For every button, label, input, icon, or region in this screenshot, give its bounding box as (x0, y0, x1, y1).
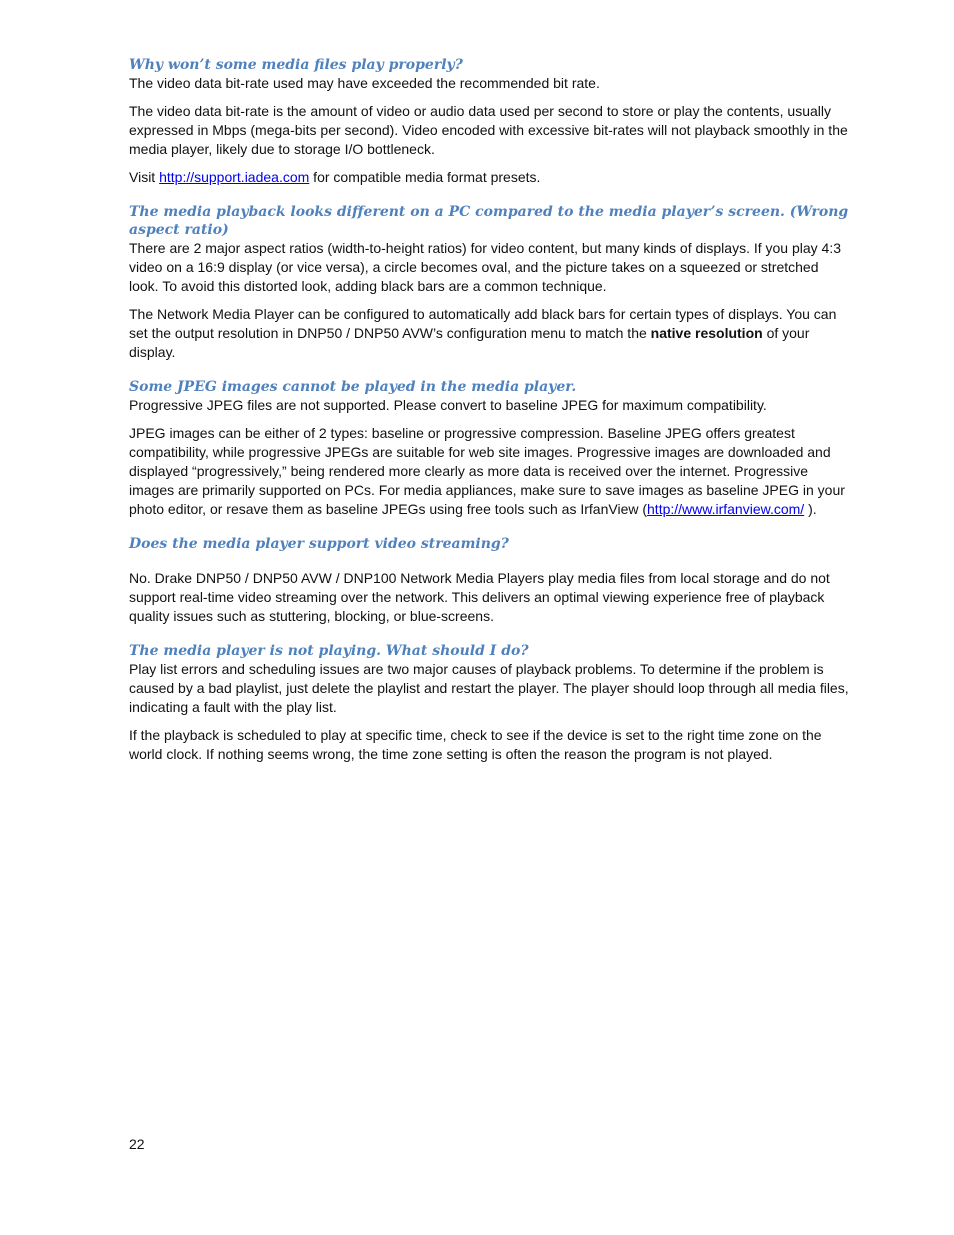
paragraph: No. Drake DNP50 / DNP50 AVW / DNP100 Network Media Players play media files from local storage and do not support real-time video streaming over the network. This delivers an optimal viewing experience free of playback quality issues such as stuttering, blocking, or blue-screens. (129, 570, 830, 624)
page-number: 22 (129, 1136, 145, 1152)
paragraph (129, 305, 851, 362)
text: ). (804, 501, 817, 517)
support-link[interactable]: http://support.iadea.com (159, 169, 310, 185)
heading-jpeg-images: Some JPEG images cannot be played in the media player. (129, 379, 577, 395)
paragraph: Progressive JPEG files are not supported. Please convert to baseline JPEG for maximum compatibility. (129, 397, 767, 413)
text: for compatible media format presets. (309, 169, 541, 185)
text: Visit (129, 169, 160, 185)
paragraph: Play list errors and scheduling issues are two major causes of playback problems. To determine if the problem is caused by a bad playlist, just delete the playlist and restart the player. The player should loop through all media files, indicating a fault with the play list. (129, 661, 849, 715)
paragraph (129, 424, 851, 519)
heading-video-streaming: Does the media player support video streaming? (129, 536, 509, 552)
text: of your display. (129, 325, 810, 360)
bold-text: native resolution (650, 325, 763, 341)
paragraph (129, 168, 851, 187)
text: The Network Media Player can be configured to automatically add black bars for certain types of displays. You can set the output resolution in DNP50 / DNP50 AVW’s configuration menu to match the (129, 306, 837, 341)
paragraph: There are 2 major aspect ratios (width-to-height ratios) for video content, but many kinds of displays. If you play 4:3 video on a 16:9 display (or vice versa), a circle becomes oval, and the picture takes on a squeezed or stretched look. To avoid this distorted look, adding black bars are a common technique. (129, 240, 842, 294)
paragraph: The video data bit-rate used may have exceeded the recommended bit rate. (129, 75, 600, 91)
irfanview-link[interactable]: http://www.irfanview.com/ (647, 501, 805, 517)
text: JPEG images can be either of 2 types: baseline or progressive compression. Baseline JPEG offers greatest compatibility, while progressive JPEGs are suitable for web site images. Progressive images are downloaded and displayed “progressively,” being rendered more clearly as more data is received over the internet. Progressive images are primarily supported on PCs. For media appliances, make sure to save images as baseline JPEG in your photo editor, or resave them as baseline JPEGs using free tools such as IrfanView ( (129, 425, 845, 517)
paragraph: The video data bit-rate is the amount of video or audio data used per second to store or play the contents, usually expressed in Mbps (mega-bits per second). Video encoded with excessive bit-rates will not playback smoothly in the media player, likely due to storage I/O bottleneck. (129, 103, 848, 157)
heading-media-files-play: Why won’t some media files play properly? (129, 57, 463, 73)
heading-not-playing: The media player is not playing. What should I do? (129, 643, 529, 659)
page-content (129, 56, 851, 764)
heading-wrong-aspect-ratio: The media playback looks different on a PC compared to the media player’s screen. (Wrong aspect ratio) (129, 204, 849, 238)
paragraph: If the playback is scheduled to play at specific time, check to see if the device is set to the right time zone on the world clock. If nothing seems wrong, the time zone setting is often the reason the program is not played. (129, 727, 822, 762)
